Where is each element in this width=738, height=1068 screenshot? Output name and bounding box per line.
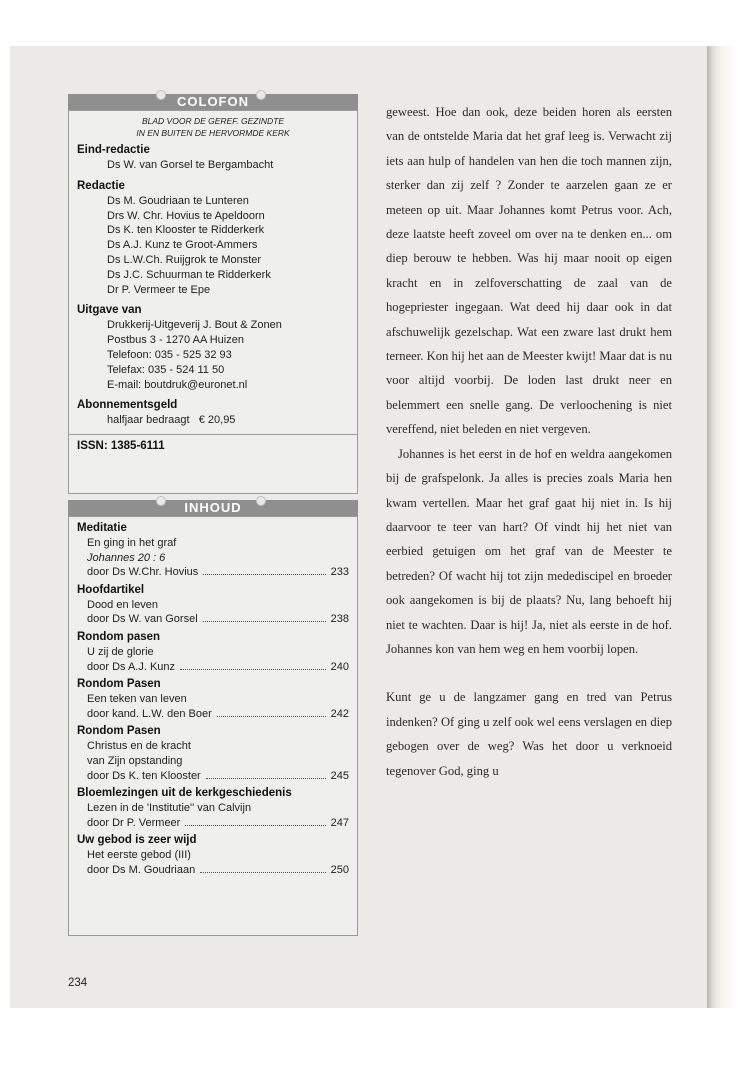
redactie-member: Drs W. Chr. Hovius te Apeldoorn: [107, 209, 265, 222]
toc-title: Lezen in de 'Institutie'' van Calvijn: [87, 802, 252, 815]
toc-author: door Dr P. Vermeer: [87, 816, 181, 829]
colofon-header: [68, 94, 358, 110]
redactie-member: Dr P. Vermeer te Epe: [107, 283, 211, 296]
redactie-heading: Redactie: [77, 179, 125, 192]
toc-page: 247: [330, 816, 349, 829]
issn: ISSN: 1385-6111: [69, 434, 357, 454]
toc-heading: Hoofdartikel: [77, 583, 145, 596]
toc-author-row: [77, 769, 349, 784]
toc-title: U zij de glorie: [87, 645, 154, 658]
toc-leader-dots: [200, 872, 325, 873]
toc-leader-dots: [203, 574, 325, 575]
toc-title: En ging in het graf: [87, 537, 177, 549]
toc-author: door Ds M. Goudriaan: [87, 863, 196, 876]
binder-ring-icon: [156, 496, 166, 506]
toc-title: van Zijn opstanding: [87, 754, 183, 767]
toc-author-row: [77, 863, 349, 878]
toc-page: 240: [330, 660, 349, 673]
toc-title: Dood en leven: [87, 598, 158, 611]
toc-author: door Ds W. van Gorsel: [87, 613, 198, 626]
toc-author: door kand. L.W. den Boer: [87, 707, 212, 720]
toc-heading: Uw gebod is zeer wijd: [77, 834, 197, 847]
toc-author-row: [77, 707, 349, 722]
toc-leader-dots: [203, 621, 326, 622]
toc-author-row: [77, 660, 349, 675]
publisher-phone: Telefoon: 035 - 525 32 93: [107, 348, 232, 361]
toc-author-row: [77, 612, 349, 627]
colofon-subtitle-1: BLAD VOOR DE GEREF. GEZINDTE: [141, 116, 284, 126]
toc-author-row: [77, 565, 349, 580]
toc-leader-dots: [185, 825, 325, 826]
colofon-subtitle-2: IN EN BUITEN DE HERVORMDE KERK: [136, 128, 290, 138]
toc-author: door Ds W.Chr. Hovius: [87, 566, 199, 579]
body-paragraph: geweest. Hoe dan ook, deze beiden horen als eersten van de ontstelde Maria dat het graf leeg is. Verwacht zij iets aan hulp of handelen van hen die toch mannen zijn, sterker dan zij zelf ? Zonder te aarzelen gaan ze er meteen op uit. Maar Johannes komt Petrus voor. Ach, deze laatste heeft zoveel om over na te denken en... om diep berouw te hebben. Was hij maar nooit op eigen kracht en in zelfoverschatting de zaal van de hogepriester ingegaan. Wat deed hij daar ook in dat afschuwelijk gezelschap. Wat een zware last drukt hem terneer. Kon hij het aan de Meester kwijt! Maar dat is nu voor altijd voorbij. De loden last drukt neer en belemmert een snelle gang. De verloochening is niet vereffend, niet beleden en niet vergeven.: [386, 105, 672, 437]
toc-page: 233: [330, 566, 349, 579]
toc-scripture: Johannes 20 : 6: [87, 551, 166, 564]
redactie-member: Ds A.J. Kunz te Groot-Ammers: [107, 239, 258, 252]
publisher-fax: Telefax: 035 - 524 11 50: [107, 363, 225, 376]
toc-title: Een teken van leven: [87, 693, 187, 706]
toc-author-row: [77, 816, 349, 831]
toc-page: 238: [330, 613, 349, 626]
toc-heading: Rondom pasen: [77, 630, 161, 643]
article-column: [386, 100, 672, 783]
redactie-member: Ds J.C. Schuurman te Ridderkerk: [107, 268, 271, 281]
binder-ring-icon: [256, 90, 266, 100]
toc-heading: Rondom Pasen: [77, 678, 161, 691]
toc-author: door Ds A.J. Kunz: [87, 660, 176, 673]
toc-page: 250: [330, 863, 349, 876]
toc-leader-dots: [206, 778, 326, 779]
colofon-title: COLOFON: [177, 94, 249, 109]
body-paragraph: Kunt ge u de langzamer gang en tred van Petrus indenken? Of ging u zelf ook wel eens verslagen en diep gebogen over de weg? Was het door u verknoeid tegenover God, ging u: [386, 690, 672, 778]
toc-heading: Bloemlezingen uit de kerkgeschiedenis: [77, 787, 292, 800]
binder-ring-icon: [156, 90, 166, 100]
colofon-box: [68, 110, 358, 494]
body-paragraph: Johannes is het eerst in de hof en weldra aangekomen bij de grafspelonk. Ja alles is precies zoals Maria hen kwam vertellen. Maar het graf gaat hij niet in. Is hij daarvoor te teer van hart? Of vindt hij het niet van eerbied getuigen om het graf van de Meester te betreden? Of wacht hij tot zijn medediscipel en broeder ook aangekomen is bij de plaats? Nu, lang behoeft hij niet te wachten. Daar is hij! Ja, niet als eerste in de hof. Johannes kon van hem weg en hem voorbij lopen.: [386, 446, 672, 656]
publisher-name: Drukkerij-Uitgeverij J. Bout & Zonen: [107, 319, 282, 332]
redactie-member: Ds M. Goudriaan te Lunteren: [107, 194, 249, 207]
toc-page: 245: [330, 769, 349, 782]
uitgave-heading: Uitgave van: [77, 304, 142, 317]
toc-page: 242: [330, 707, 349, 720]
eind-redactie-heading: Eind-redactie: [77, 144, 150, 156]
publisher-email: E-mail: boutdruk@euronet.nl: [107, 378, 248, 391]
toc-title: Christus en de kracht: [87, 740, 191, 753]
toc-heading: Rondom Pasen: [77, 725, 161, 738]
toc-leader-dots: [217, 716, 326, 717]
inhoud-title: INHOUD: [184, 500, 242, 515]
eind-redactie-name: Ds W. van Gorsel te Bergambacht: [107, 159, 274, 171]
toc-author: door Ds K. ten Klooster: [87, 769, 201, 782]
abonnement-heading: Abonnementsgeld: [77, 399, 178, 412]
table-of-contents: [68, 516, 358, 936]
toc-leader-dots: [180, 669, 326, 670]
toc-heading: Meditatie: [77, 522, 127, 534]
page-number: 234: [68, 977, 88, 989]
binder-ring-icon: [256, 496, 266, 506]
publisher-address: Postbus 3 - 1270 AA Huizen: [107, 334, 244, 347]
book-spine-shadow: [707, 46, 738, 1008]
redactie-member: Ds K. ten Klooster te Ridderkerk: [107, 224, 265, 237]
inhoud-header: [68, 500, 358, 516]
abonnement-price: halfjaar bedraagt € 20,95: [107, 414, 236, 427]
toc-title: Het eerste gebod (III): [87, 849, 191, 862]
redactie-member: Ds L.W.Ch. Ruijgrok te Monster: [107, 253, 262, 266]
sidebar-column: [68, 94, 358, 936]
